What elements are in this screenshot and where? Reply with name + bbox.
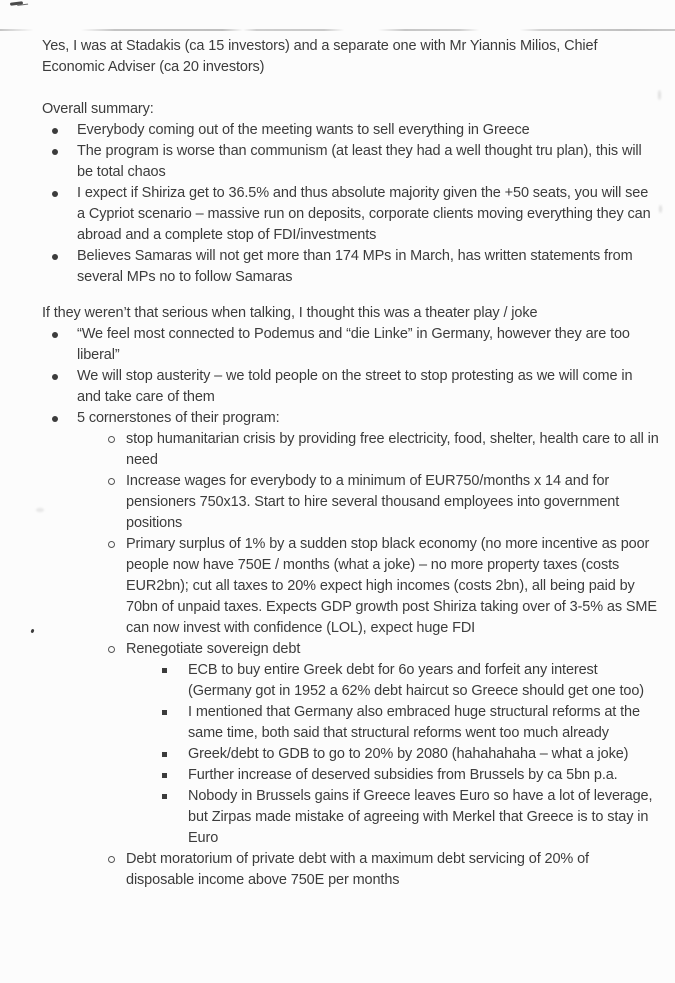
list-item-text: Greek/debt to GDB to go to 20% by 2080 (hahahahaha – what a joke)	[188, 746, 629, 762]
scan-artifact-mark-icon	[10, 1, 23, 6]
scan-artifact-line	[0, 29, 675, 31]
bullet-disc-icon	[52, 332, 58, 338]
list-item	[42, 246, 660, 288]
list-item	[42, 660, 660, 702]
list-item	[42, 702, 660, 744]
list-item	[42, 408, 660, 429]
list-item	[42, 639, 660, 660]
list-item	[42, 534, 660, 639]
list-item-text: Increase wages for everybody to a minimum of EUR750/months x 14 and for pensioners 750x13. Start to hire several thousand employees into government positions	[126, 473, 620, 531]
list-item	[42, 744, 660, 765]
list-item-text: Primary surplus of 1% by a sudden stop black economy (no more incentive as poor people now have 750E / months (what a joke) – no more property taxes (costs EUR2bn); cut all taxes to 20% expect high incomes (costs 2bn), all being paid by 70bn of unpaid taxes. Expects GDP growth post Shiriza taking over of 3-5% as SME can now invest with confidence (LOL), expect huge FDI	[126, 536, 657, 636]
document-body	[42, 36, 660, 891]
list-item-text: Believes Samaras will not get more than 174 MPs in March, has written statements from several MPs no to follow Samaras	[77, 248, 633, 285]
bullet-square-icon	[162, 668, 167, 673]
theater-paragraph: If they weren’t that serious when talking, I thought this was a theater play / joke	[42, 305, 538, 321]
list-item-text: Debt moratorium of private debt with a maximum debt servicing of 20% of disposable income above 750E per months	[126, 851, 589, 888]
bullet-circle-icon	[108, 541, 115, 548]
list-item-text: Further increase of deserved subsidies from Brussels by ca 5bn p.a.	[188, 767, 618, 783]
bullet-disc-icon	[52, 149, 58, 155]
list-item-text: I mentioned that Germany also embraced huge structural reforms at the same time, both said that structural reforms went too much already	[188, 704, 640, 741]
list-item	[42, 120, 660, 141]
bullet-square-icon	[162, 710, 167, 715]
bullet-disc-icon	[52, 374, 58, 380]
list-item-text: Everybody coming out of the meeting wants to sell everything in Greece	[77, 122, 530, 138]
bullet-disc-icon	[52, 254, 58, 260]
list-item-text: Nobody in Brussels gains if Greece leaves Euro so have a lot of leverage, but Zirpas made mistake of agreeing with Merkel that Greece is to stay in Euro	[188, 788, 653, 846]
list-item	[42, 786, 660, 849]
list-item-text: “We feel most connected to Podemus and “die Linke” in Germany, however they are too liberal”	[77, 326, 630, 363]
bullet-disc-icon	[52, 416, 58, 422]
bullet-circle-icon	[108, 478, 115, 485]
list-item-text: ECB to buy entire Greek debt for 6o years and forfeit any interest (Germany got in 1952 a 62% debt haircut so Greece should get one too)	[188, 662, 645, 699]
list-item-text: I expect if Shiriza get to 36.5% and thus absolute majority given the +50 seats, you will see a Cypriot scenario – massive run on deposits, corporate clients moving everything they can abroad and a complete stop of FDI/investments	[77, 185, 651, 243]
bullet-square-icon	[162, 773, 167, 778]
scan-artifact-dot	[30, 629, 34, 634]
list-item-text: 5 cornerstones of their program:	[77, 410, 280, 426]
list-item	[42, 471, 660, 534]
list-item-text: Renegotiate sovereign debt	[126, 641, 301, 657]
list-item-text: We will stop austerity – we told people on the street to stop protesting as we will come in and take care of them	[77, 368, 633, 405]
list-item	[42, 183, 660, 246]
list-item	[42, 849, 660, 891]
list-item-text: The program is worse than communism (at least they had a well thought tru plan), this will be total chaos	[77, 143, 642, 180]
list-item	[42, 765, 660, 786]
intro-paragraph: Yes, I was at Stadakis (ca 15 investors) and a separate one with Mr Yiannis Milios, Chief Economic Adviser (ca 20 investors)	[42, 38, 598, 75]
bullet-disc-icon	[52, 128, 58, 134]
list-item	[42, 429, 660, 471]
bullet-square-icon	[162, 752, 167, 757]
summary-heading: Overall summary:	[42, 101, 154, 117]
list-item-text: stop humanitarian crisis by providing free electricity, food, shelter, health care to all in need	[126, 431, 659, 468]
list-item	[42, 141, 660, 183]
list-item	[42, 324, 660, 366]
bullet-disc-icon	[52, 191, 58, 197]
list-item	[42, 366, 660, 408]
bullet-circle-icon	[108, 646, 115, 653]
bullet-circle-icon	[108, 856, 115, 863]
bullet-square-icon	[162, 794, 167, 799]
bullet-circle-icon	[108, 436, 115, 443]
